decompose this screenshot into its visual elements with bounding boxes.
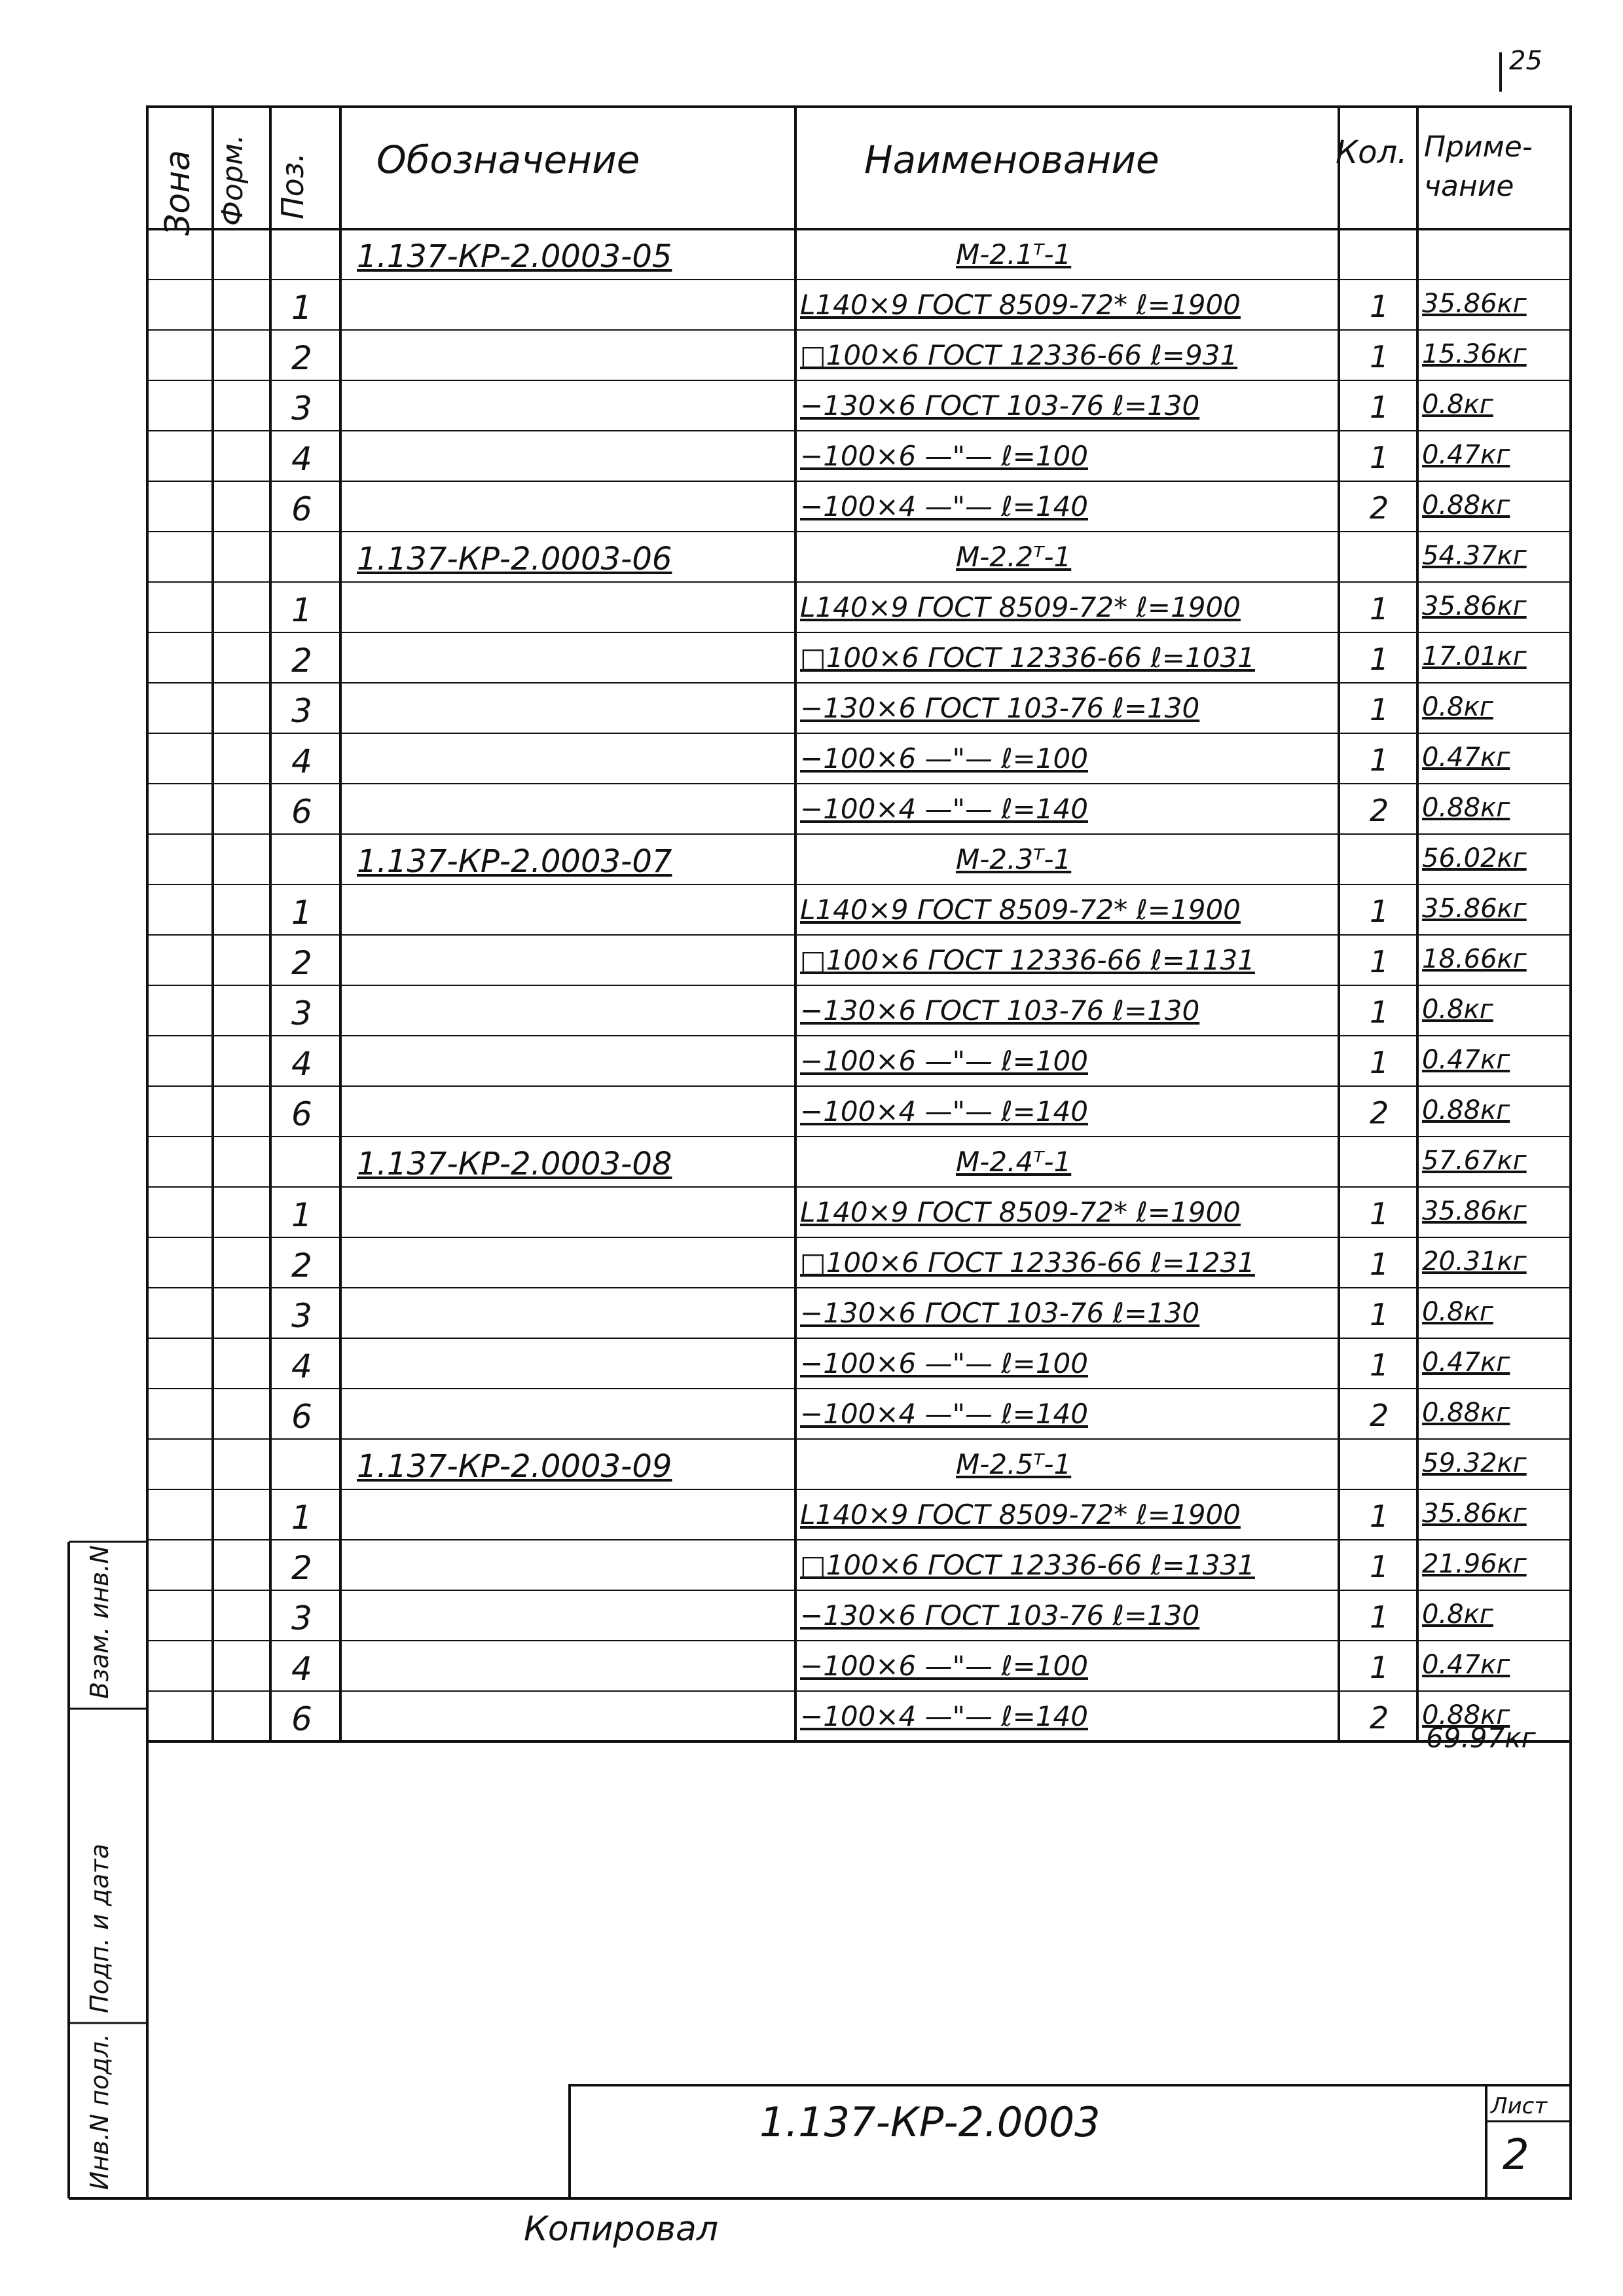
row-note: 0.88кг (1422, 1095, 1510, 1125)
row-name: −130×6 ГОСТ 103-76 ℓ=130 (800, 390, 1200, 422)
row-pos: 2 (291, 944, 312, 982)
row-name: −130×6 ГОСТ 103-76 ℓ=130 (800, 1297, 1200, 1329)
row-name: □100×6 ГОСТ 12336-66 ℓ=1031 (800, 642, 1255, 674)
row-note: 0.47кг (1422, 1045, 1510, 1075)
row-qty: 1 (1370, 1347, 1389, 1383)
row-note: 0.88кг (1422, 1700, 1510, 1730)
row-qty: 1 (1370, 1297, 1389, 1332)
row-name: М-2.2ᵀ-1 (956, 541, 1072, 573)
title-block-sheet-label: Лист (1491, 2093, 1548, 2119)
header-zone: Зона (158, 149, 198, 236)
row-pos: 2 (291, 1247, 312, 1285)
row-note: 18.66кг (1422, 944, 1527, 974)
row-designation: 1.137-КР-2.0003-08 (357, 1146, 672, 1182)
row-qty: 1 (1370, 1549, 1389, 1584)
row-qty: 1 (1370, 1499, 1389, 1534)
row-note: 0.88кг (1422, 1398, 1510, 1428)
row-qty: 1 (1370, 1196, 1389, 1231)
row-qty: 1 (1370, 390, 1389, 425)
row-designation: 1.137-КР-2.0003-06 (357, 541, 672, 577)
row-note: 35.86кг (1422, 289, 1527, 319)
row-designation: 1.137-КР-2.0003-09 (357, 1448, 672, 1485)
row-qty: 1 (1370, 1247, 1389, 1282)
row-name: −100×4 —"— ℓ=140 (800, 1700, 1088, 1732)
row-pos: 3 (291, 1599, 312, 1637)
row-note: 0.88кг (1422, 793, 1510, 823)
row-name: L140×9 ГОСТ 8509-72* ℓ=1900 (800, 1196, 1241, 1228)
row-name: М-2.5ᵀ-1 (956, 1448, 1072, 1480)
row-name: □100×6 ГОСТ 12336-66 ℓ=1331 (800, 1549, 1255, 1581)
row-pos: 2 (291, 339, 312, 377)
row-pos: 3 (291, 994, 312, 1032)
row-name: −100×6 —"— ℓ=100 (800, 440, 1088, 472)
row-pos: 3 (291, 390, 312, 428)
row-pos: 1 (291, 591, 312, 629)
row-pos: 6 (291, 1700, 312, 1738)
row-note: 57.67кг (1422, 1146, 1527, 1176)
row-note: 59.32кг (1422, 1448, 1527, 1478)
row-qty: 1 (1370, 440, 1389, 475)
row-qty: 1 (1370, 692, 1389, 727)
row-pos: 3 (291, 692, 312, 730)
row-pos: 1 (291, 1499, 312, 1537)
row-note: 20.31кг (1422, 1247, 1527, 1277)
row-note: 0.47кг (1422, 1650, 1510, 1680)
row-name: М-2.3ᵀ-1 (956, 843, 1072, 875)
header-pos: Поз. (275, 153, 310, 219)
header-format: Форм. (216, 134, 249, 226)
row-name: −100×4 —"— ℓ=140 (800, 1398, 1088, 1430)
total-note: 69.97кг (1426, 1722, 1536, 1754)
row-pos: 1 (291, 289, 312, 327)
row-qty: 2 (1370, 1398, 1389, 1433)
row-qty: 2 (1370, 1095, 1389, 1131)
title-block-code: 1.137-КР-2.0003 (759, 2098, 1101, 2146)
row-qty: 2 (1370, 490, 1389, 526)
row-designation: 1.137-КР-2.0003-07 (357, 843, 672, 880)
row-name: L140×9 ГОСТ 8509-72* ℓ=1900 (800, 1499, 1241, 1531)
row-pos: 4 (291, 742, 312, 780)
row-designation: 1.137-КР-2.0003-05 (357, 238, 672, 275)
row-name: −100×4 —"— ℓ=140 (800, 490, 1088, 522)
row-name: −100×6 —"— ℓ=100 (800, 1347, 1088, 1379)
row-pos: 2 (291, 1549, 312, 1587)
header-designation: Обозначение (376, 137, 640, 182)
row-pos: 6 (291, 1398, 312, 1436)
row-pos: 4 (291, 1045, 312, 1083)
row-note: 0.8кг (1422, 1599, 1493, 1630)
row-note: 0.8кг (1422, 994, 1493, 1025)
row-name: L140×9 ГОСТ 8509-72* ℓ=1900 (800, 894, 1241, 926)
row-qty: 1 (1370, 642, 1389, 677)
row-pos: 1 (291, 894, 312, 932)
row-note: 35.86кг (1422, 1196, 1527, 1226)
row-note: 0.88кг (1422, 490, 1510, 520)
row-name: −130×6 ГОСТ 103-76 ℓ=130 (800, 1599, 1200, 1631)
side-label-inv-orig: Инв.N подл. (85, 2033, 114, 2190)
row-note: 0.8кг (1422, 692, 1493, 722)
row-pos: 4 (291, 1347, 312, 1385)
row-qty: 1 (1370, 339, 1389, 374)
row-name: М-2.4ᵀ-1 (956, 1146, 1072, 1178)
row-qty: 2 (1370, 793, 1389, 828)
row-name: −130×6 ГОСТ 103-76 ℓ=130 (800, 994, 1200, 1027)
copied-label: Копировал (524, 2210, 719, 2249)
row-note: 15.36кг (1422, 339, 1527, 369)
row-name: −100×4 —"— ℓ=140 (800, 793, 1088, 825)
row-qty: 2 (1370, 1700, 1389, 1736)
row-name: −100×4 —"— ℓ=140 (800, 1095, 1088, 1127)
row-qty: 1 (1370, 289, 1389, 324)
header-note: Приме- чание (1424, 130, 1533, 203)
row-pos: 1 (291, 1196, 312, 1234)
row-name: L140×9 ГОСТ 8509-72* ℓ=1900 (800, 591, 1241, 623)
row-name: −100×6 —"— ℓ=100 (800, 1650, 1088, 1682)
row-pos: 6 (291, 490, 312, 528)
row-note: 17.01кг (1422, 642, 1527, 672)
row-pos: 4 (291, 440, 312, 478)
row-qty: 1 (1370, 1650, 1389, 1685)
row-note: 54.37кг (1422, 541, 1527, 571)
row-name: □100×6 ГОСТ 12336-66 ℓ=1131 (800, 944, 1255, 976)
row-note: 35.86кг (1422, 591, 1527, 621)
row-note: 56.02кг (1422, 843, 1527, 873)
row-note: 35.86кг (1422, 894, 1527, 924)
row-qty: 1 (1370, 742, 1389, 778)
row-name: −100×6 —"— ℓ=100 (800, 1045, 1088, 1077)
row-name: −130×6 ГОСТ 103-76 ℓ=130 (800, 692, 1200, 724)
row-name: М-2.1ᵀ-1 (956, 238, 1072, 270)
row-pos: 6 (291, 793, 312, 831)
side-label-replace-inv: Взам. инв.N (85, 1545, 114, 1699)
row-name: □100×6 ГОСТ 12336-66 ℓ=931 (800, 339, 1238, 371)
row-pos: 2 (291, 642, 312, 680)
title-block-sheet-number: 2 (1503, 2131, 1529, 2179)
row-name: L140×9 ГОСТ 8509-72* ℓ=1900 (800, 289, 1241, 321)
row-qty: 1 (1370, 994, 1389, 1030)
row-qty: 1 (1370, 591, 1389, 627)
row-note: 0.8кг (1422, 1297, 1493, 1327)
row-qty: 1 (1370, 944, 1389, 979)
row-note: 0.47кг (1422, 1347, 1510, 1377)
row-name: −100×6 —"— ℓ=100 (800, 742, 1088, 774)
row-qty: 1 (1370, 894, 1389, 929)
row-pos: 6 (291, 1095, 312, 1133)
row-note: 21.96кг (1422, 1549, 1527, 1579)
header-name: Наименование (864, 137, 1159, 182)
sheet-top-number: 25 (1509, 46, 1542, 76)
row-note: 35.86кг (1422, 1499, 1527, 1529)
header-qty: Кол. (1336, 134, 1408, 171)
row-pos: 4 (291, 1650, 312, 1688)
row-note: 0.47кг (1422, 440, 1510, 470)
row-note: 0.8кг (1422, 390, 1493, 420)
row-note: 0.47кг (1422, 742, 1510, 773)
row-name: □100×6 ГОСТ 12336-66 ℓ=1231 (800, 1247, 1255, 1279)
row-qty: 1 (1370, 1599, 1389, 1635)
side-label-sign-date: Подп. и дата (85, 1844, 114, 2013)
row-pos: 3 (291, 1297, 312, 1335)
row-qty: 1 (1370, 1045, 1389, 1080)
